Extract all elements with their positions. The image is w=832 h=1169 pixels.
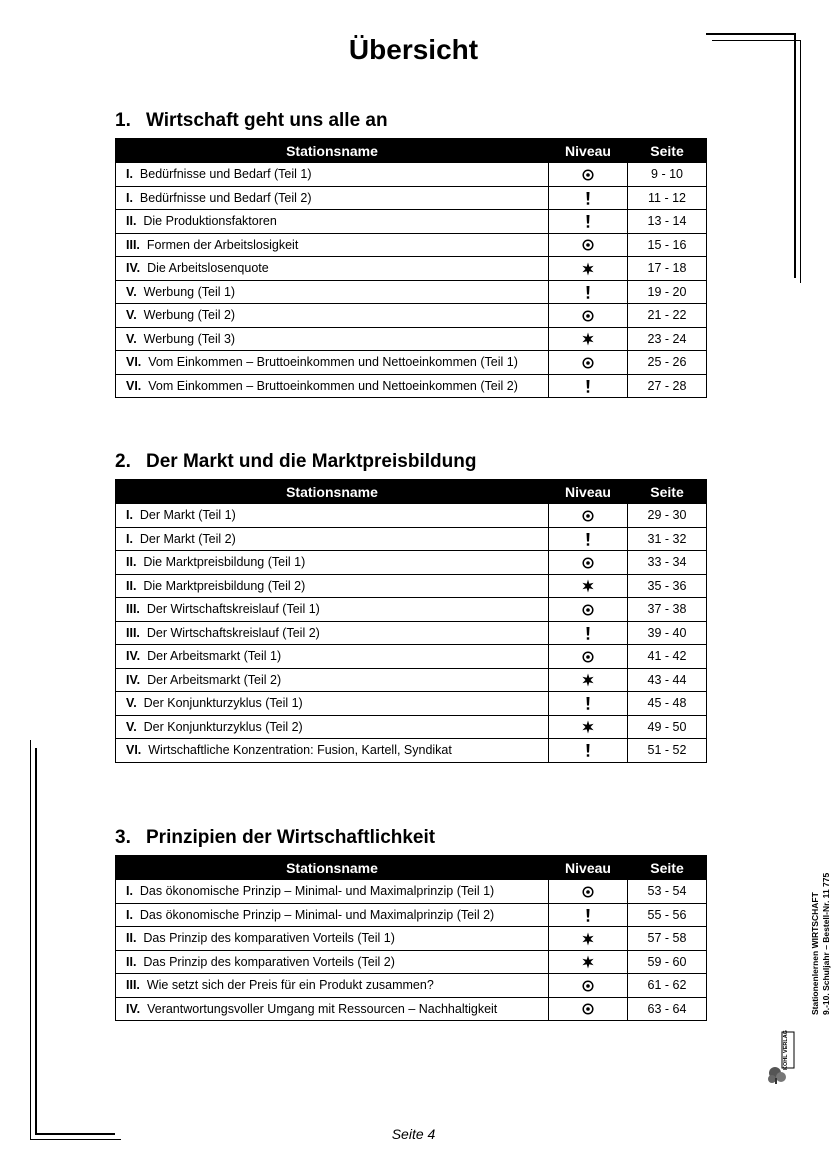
exclamation-icon xyxy=(585,908,591,922)
station-roman-numeral: V. xyxy=(126,331,137,346)
station-name-cell xyxy=(116,163,549,187)
pages-cell: 13 - 14 xyxy=(628,210,707,234)
frame-bottom-left-v1 xyxy=(30,740,31,1140)
exclamation-icon xyxy=(585,379,591,393)
level-cell xyxy=(549,574,628,598)
station-roman-numeral: I. xyxy=(126,167,133,182)
pages-cell: 43 - 44 xyxy=(628,668,707,692)
circle-dot-icon xyxy=(582,1002,594,1016)
level-cell xyxy=(549,997,628,1021)
side-text-line-2: 9.-10. Schuljahr – Bestell-Nr. 11 775 xyxy=(821,872,831,1015)
column-header-level: Niveau xyxy=(549,480,628,504)
circle-dot-icon xyxy=(582,555,594,569)
station-name-cell xyxy=(116,186,549,210)
table-row xyxy=(116,645,707,669)
pages-cell: 15 - 16 xyxy=(628,233,707,257)
station-name: Die Marktpreisbildung (Teil 2) xyxy=(143,578,306,593)
exclamation-icon xyxy=(585,214,591,228)
pages-cell: 53 - 54 xyxy=(628,880,707,904)
table-row xyxy=(116,280,707,304)
page-title: Übersicht xyxy=(348,34,479,65)
circle-dot-icon xyxy=(582,355,594,369)
table-row xyxy=(116,551,707,575)
station-name-cell xyxy=(116,280,549,304)
section-heading-2 xyxy=(115,451,476,473)
column-header-pages: Seite xyxy=(628,480,707,504)
level-cell xyxy=(549,903,628,927)
station-name: Die Produktionsfaktoren xyxy=(143,214,277,229)
exclamation-icon xyxy=(585,285,591,299)
table-row xyxy=(116,374,707,398)
table-row xyxy=(116,304,707,328)
level-cell xyxy=(549,598,628,622)
pages-cell: 33 - 34 xyxy=(628,551,707,575)
publisher-logo-icon xyxy=(766,1030,796,1085)
station-name-cell xyxy=(116,351,549,375)
level-cell xyxy=(549,551,628,575)
level-cell xyxy=(549,163,628,187)
station-roman-numeral: II. xyxy=(126,578,137,593)
circle-dot-icon xyxy=(582,649,594,663)
station-roman-numeral: VI. xyxy=(126,743,142,758)
table-row xyxy=(116,163,707,187)
station-name: Der Wirtschaftskreislauf (Teil 2) xyxy=(146,625,320,640)
station-roman-numeral: I. xyxy=(126,508,133,523)
pages-cell: 21 - 22 xyxy=(628,304,707,328)
pages-cell: 19 - 20 xyxy=(628,280,707,304)
station-roman-numeral: V. xyxy=(126,308,137,323)
station-name: Die Arbeitslosenquote xyxy=(147,261,269,276)
station-roman-numeral: II. xyxy=(126,954,137,969)
station-name-cell xyxy=(116,257,549,281)
section-heading-1 xyxy=(115,110,388,132)
svg-text:KOHL VERLAG: KOHL VERLAG xyxy=(783,1030,789,1070)
station-name: Werbung (Teil 3) xyxy=(143,331,236,346)
level-cell xyxy=(549,186,628,210)
station-name: Bedürfnisse und Bedarf (Teil 2) xyxy=(139,190,312,205)
station-name: Das Prinzip des komparativen Vorteils (Teil 1) xyxy=(143,931,395,946)
pages-cell: 9 - 10 xyxy=(628,163,707,187)
column-header-level: Niveau xyxy=(549,856,628,880)
section-title: Prinzipien der Wirtschaftlichkeit xyxy=(146,827,436,848)
level-cell xyxy=(549,504,628,528)
station-roman-numeral: VI. xyxy=(126,355,142,370)
station-name-cell xyxy=(116,574,549,598)
table-row xyxy=(116,668,707,692)
six-point-star-icon xyxy=(581,954,595,968)
table-row xyxy=(116,621,707,645)
station-name: Vom Einkommen – Bruttoeinkommen und Nettoeinkommen (Teil 1) xyxy=(148,355,518,370)
station-name-cell xyxy=(116,210,549,234)
section-title: Wirtschaft geht uns alle an xyxy=(146,110,388,131)
level-cell xyxy=(549,974,628,998)
station-name-cell xyxy=(116,880,549,904)
circle-dot-icon xyxy=(582,167,594,181)
station-name: Werbung (Teil 2) xyxy=(143,308,236,323)
station-roman-numeral: IV. xyxy=(126,672,141,687)
column-header-pages: Seite xyxy=(628,856,707,880)
pages-cell: 55 - 56 xyxy=(628,903,707,927)
pages-cell: 39 - 40 xyxy=(628,621,707,645)
pages-cell: 29 - 30 xyxy=(628,504,707,528)
station-name: Der Markt (Teil 1) xyxy=(139,508,236,523)
station-name-cell xyxy=(116,551,549,575)
section-table-3 xyxy=(115,855,707,1021)
station-name: Die Marktpreisbildung (Teil 1) xyxy=(143,555,306,570)
level-cell xyxy=(549,668,628,692)
exclamation-icon xyxy=(585,743,591,757)
six-point-star-icon xyxy=(581,261,595,275)
pages-cell: 35 - 36 xyxy=(628,574,707,598)
table-row xyxy=(116,598,707,622)
station-name-cell xyxy=(116,927,549,951)
section-table-1 xyxy=(115,138,707,398)
station-roman-numeral: III. xyxy=(126,602,140,617)
level-cell xyxy=(549,374,628,398)
station-roman-numeral: V. xyxy=(126,719,137,734)
level-cell xyxy=(549,645,628,669)
table-row xyxy=(116,997,707,1021)
pages-cell: 23 - 24 xyxy=(628,327,707,351)
station-name: Wie setzt sich der Preis für ein Produkt zusammen? xyxy=(146,978,434,993)
section-heading-3 xyxy=(115,827,435,849)
station-name-cell xyxy=(116,304,549,328)
side-text-line-1: Stationenlernen WIRTSCHAFT xyxy=(810,892,820,1015)
station-roman-numeral: III. xyxy=(126,978,140,993)
level-cell xyxy=(549,692,628,716)
station-name-cell xyxy=(116,715,549,739)
frame-top-right-v1 xyxy=(794,33,796,278)
station-name: Formen der Arbeitslosigkeit xyxy=(146,237,299,252)
station-name-cell xyxy=(116,504,549,528)
station-roman-numeral: II. xyxy=(126,214,137,229)
level-cell xyxy=(549,327,628,351)
table-row xyxy=(116,880,707,904)
station-name-cell xyxy=(116,527,549,551)
exclamation-icon xyxy=(585,696,591,710)
pages-cell: 17 - 18 xyxy=(628,257,707,281)
circle-dot-icon xyxy=(582,602,594,616)
table-row xyxy=(116,950,707,974)
pages-cell: 59 - 60 xyxy=(628,950,707,974)
section-number: 2. xyxy=(115,451,131,472)
frame-top-right-v2 xyxy=(800,40,801,283)
station-roman-numeral: I. xyxy=(126,190,133,205)
station-name: Der Arbeitsmarkt (Teil 1) xyxy=(147,649,282,664)
level-cell xyxy=(549,351,628,375)
station-name-cell xyxy=(116,668,549,692)
exclamation-icon xyxy=(585,191,591,205)
station-name: Wirtschaftliche Konzentration: Fusion, Kartell, Syndikat xyxy=(148,743,452,758)
station-name: Der Konjunkturzyklus (Teil 2) xyxy=(143,719,303,734)
exclamation-icon xyxy=(585,626,591,640)
circle-dot-icon xyxy=(582,978,594,992)
station-roman-numeral: IV. xyxy=(126,649,141,664)
level-cell xyxy=(549,880,628,904)
station-name: Der Wirtschaftskreislauf (Teil 1) xyxy=(146,602,320,617)
table-row xyxy=(116,574,707,598)
station-name-cell xyxy=(116,997,549,1021)
station-name: Vom Einkommen – Bruttoeinkommen und Nettoeinkommen (Teil 2) xyxy=(148,378,518,393)
circle-dot-icon xyxy=(582,238,594,252)
station-roman-numeral: VI. xyxy=(126,378,142,393)
pages-cell: 31 - 32 xyxy=(628,527,707,551)
station-roman-numeral: II. xyxy=(126,931,137,946)
exclamation-icon xyxy=(585,532,591,546)
table-row xyxy=(116,233,707,257)
station-name-cell xyxy=(116,974,549,998)
table-row xyxy=(116,903,707,927)
pages-cell: 57 - 58 xyxy=(628,927,707,951)
station-name: Werbung (Teil 1) xyxy=(143,284,236,299)
pages-cell: 45 - 48 xyxy=(628,692,707,716)
circle-dot-icon xyxy=(582,308,594,322)
station-name-cell xyxy=(116,903,549,927)
station-roman-numeral: II. xyxy=(126,555,137,570)
six-point-star-icon xyxy=(581,931,595,945)
table-row xyxy=(116,327,707,351)
station-name-cell xyxy=(116,739,549,763)
pages-cell: 37 - 38 xyxy=(628,598,707,622)
station-name-cell xyxy=(116,374,549,398)
table-row xyxy=(116,974,707,998)
level-cell xyxy=(549,739,628,763)
level-cell xyxy=(549,304,628,328)
level-cell xyxy=(549,527,628,551)
pages-cell: 11 - 12 xyxy=(628,186,707,210)
station-name: Das Prinzip des komparativen Vorteils (Teil 2) xyxy=(143,954,395,969)
column-header-pages: Seite xyxy=(628,139,707,163)
level-cell xyxy=(549,257,628,281)
station-roman-numeral: IV. xyxy=(126,261,141,276)
level-cell xyxy=(549,950,628,974)
pages-cell: 61 - 62 xyxy=(628,974,707,998)
pages-cell: 63 - 64 xyxy=(628,997,707,1021)
station-roman-numeral: V. xyxy=(126,284,137,299)
pages-cell: 51 - 52 xyxy=(628,739,707,763)
six-point-star-icon xyxy=(581,578,595,592)
column-header-name: Stationsname xyxy=(116,139,549,163)
table-row xyxy=(116,715,707,739)
station-name: Verantwortungsvoller Umgang mit Ressourcen – Nachhaltigkeit xyxy=(147,1001,498,1016)
section-number: 3. xyxy=(115,827,131,848)
table-row xyxy=(116,257,707,281)
station-name: Bedürfnisse und Bedarf (Teil 1) xyxy=(139,167,312,182)
station-name-cell xyxy=(116,233,549,257)
station-name-cell xyxy=(116,645,549,669)
frame-bottom-left-v2 xyxy=(35,748,37,1134)
column-header-level: Niveau xyxy=(549,139,628,163)
station-name-cell xyxy=(116,621,549,645)
level-cell xyxy=(549,927,628,951)
level-cell xyxy=(549,280,628,304)
level-cell xyxy=(549,621,628,645)
station-name-cell xyxy=(116,598,549,622)
station-name-cell xyxy=(116,327,549,351)
circle-dot-icon xyxy=(582,508,594,522)
station-roman-numeral: III. xyxy=(126,237,140,252)
table-row xyxy=(116,739,707,763)
station-name: Der Arbeitsmarkt (Teil 2) xyxy=(147,672,282,687)
section-title: Der Markt und die Marktpreisbildung xyxy=(146,451,477,472)
six-point-star-icon xyxy=(581,331,595,345)
table-row xyxy=(116,692,707,716)
level-cell xyxy=(549,210,628,234)
pages-cell: 27 - 28 xyxy=(628,374,707,398)
level-cell xyxy=(549,233,628,257)
table-row xyxy=(116,504,707,528)
table-row xyxy=(116,927,707,951)
pages-cell: 25 - 26 xyxy=(628,351,707,375)
station-name: Der Konjunkturzyklus (Teil 1) xyxy=(143,696,303,711)
station-name: Das ökonomische Prinzip – Minimal- und Maximalprinzip (Teil 2) xyxy=(139,907,495,922)
station-roman-numeral: I. xyxy=(126,531,133,546)
station-roman-numeral: I. xyxy=(126,907,133,922)
station-roman-numeral: IV. xyxy=(126,1001,141,1016)
table-row xyxy=(116,527,707,551)
station-roman-numeral: V. xyxy=(126,696,137,711)
pages-cell: 41 - 42 xyxy=(628,645,707,669)
station-name-cell xyxy=(116,692,549,716)
section-number: 1. xyxy=(115,110,131,131)
column-header-name: Stationsname xyxy=(116,480,549,504)
side-publication-info xyxy=(810,873,832,1015)
section-table-2 xyxy=(115,479,707,763)
pages-cell: 49 - 50 xyxy=(628,715,707,739)
column-header-name: Stationsname xyxy=(116,856,549,880)
station-roman-numeral: III. xyxy=(126,625,140,640)
table-row xyxy=(116,351,707,375)
station-roman-numeral: I. xyxy=(126,884,133,899)
six-point-star-icon xyxy=(581,672,595,686)
station-name: Der Markt (Teil 2) xyxy=(139,531,236,546)
level-cell xyxy=(549,715,628,739)
table-row xyxy=(116,210,707,234)
six-point-star-icon xyxy=(581,719,595,733)
station-name-cell xyxy=(116,950,549,974)
table-row xyxy=(116,186,707,210)
page-footer: Seite 4 xyxy=(391,1126,436,1142)
circle-dot-icon xyxy=(582,884,594,898)
station-name: Das ökonomische Prinzip – Minimal- und Maximalprinzip (Teil 1) xyxy=(139,884,495,899)
